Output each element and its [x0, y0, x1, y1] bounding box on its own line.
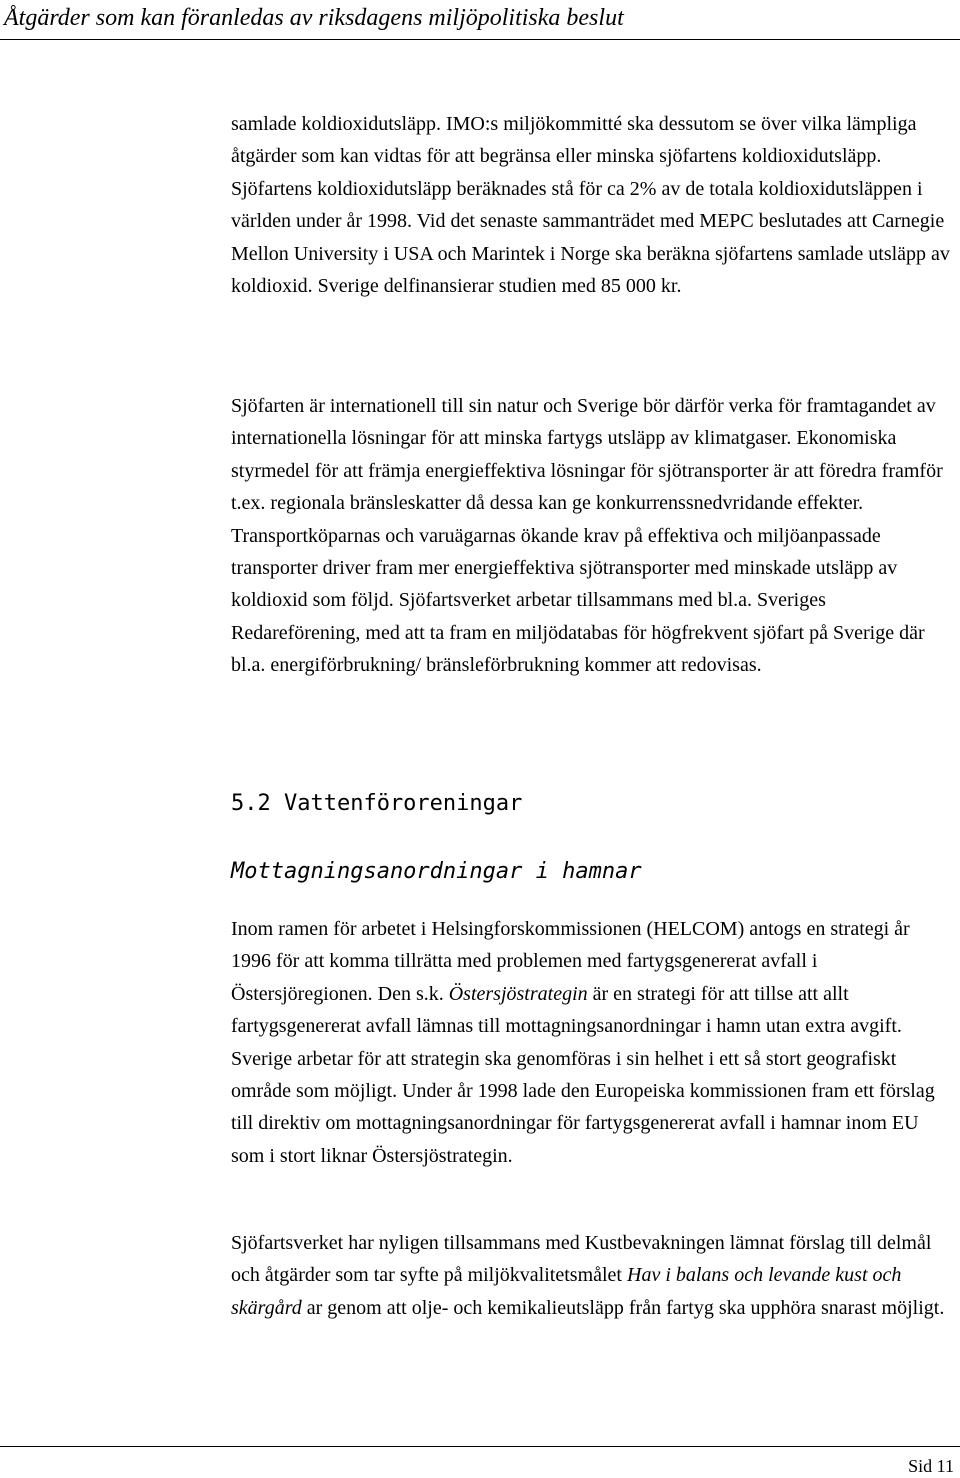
paragraph-text: Sjöfarten är internationell till sin natur och Sverige bör därför verka för framtagandet av internationella lösningar för att minska fartygs utsläpp av klimatgaser. Ekonomiska styrmedel för att främja energieffektiva lösningar för sjötransporter är att föredra framför t.ex. regionala bränsleskatter då dessa kan ge konkurrenssnedvridande effekter. Transportköparnas och varuägarnas ökande krav på effektiva och miljöanpassade transporter driver fram mer energieffektiva sjötransporter med minskade utsläpp av koldioxid som följd. Sjöfartsverket arbetar tillsammans med bl.a. Sveriges Redareförening, med att ta fram en miljödatabas för högfrekvent sjöfart på Sverige där bl.a. energiförbrukning/ bränsleförbrukning kommer att redovisas.	[231, 395, 943, 677]
section-heading: 5.2 Vattenföroreningar	[231, 791, 523, 816]
strategy-name-italic: Östersjöstrategin	[448, 982, 588, 1005]
paragraph-text-part: ar genom att olje- och kemikalieutsläpp från fartyg ska upphöra snarast möjligt.	[301, 1296, 945, 1319]
paragraph-text: samlade koldioxidutsläpp. IMO:s miljökommitté ska dessutom se över vilka lämpliga åtgärder som kan vidtas för att begränsa eller minska sjöfartens koldioxidutsläpp. Sjöfartens koldioxidutsläpp beräknades stå för ca 2% av de totala koldioxidutsläppen i världen under år 1998. Vid det senaste sammanträdet med MEPC beslutades att Carnegie Mellon University i USA och Marintek i Norge ska beräkna sjöfartens samlade utsläpp av koldioxid. Sverige delfinansierar studien med 85 000 kr.	[231, 113, 950, 298]
header-divider	[0, 39, 960, 40]
body-paragraph-2	[231, 390, 953, 682]
paragraph-text	[231, 913, 953, 1172]
paragraph-text	[231, 1227, 953, 1324]
body-paragraph-4	[231, 1227, 953, 1324]
page-number: Sid 11	[908, 1456, 954, 1476]
body-paragraph-1	[231, 108, 953, 302]
goal-name-italic: Hav i balans och levande kust och skärgård	[231, 1264, 902, 1319]
subsection-heading: Mottagningsanordningar i hamnar	[231, 859, 642, 884]
body-paragraph-3	[231, 913, 953, 1172]
paragraph-text-part: Inom ramen för arbetet i Helsingforskommissionen (HELCOM) antogs en strategi år 1996 för att komma tillrätta med problemen med fartygsgenererat avfall i Östersjöregionen. Den s.k.	[231, 918, 910, 1005]
paragraph-text-part: Sjöfartsverket har nyligen tillsammans med Kustbevakningen lämnat förslag till delmål och åtgärder som tar syfte på miljökvalitetsmålet	[231, 1232, 932, 1287]
paragraph-text-part: är en strategi för att tillse att allt fartygsgenererat avfall lämnas till mottagningsanordningar i hamn utan extra avgift. Sverige arbetar för att strategin ska genomföras i sin helhet i ett så stort geografiskt område som möjligt. Under år 1998 lade den Europeiska kommissionen fram ett förslag till direktiv om mottagningsanordningar för fartygsgenererat avfall i hamnar inom EU som i stort liknar Östersjöstrategin.	[231, 982, 935, 1167]
running-header-title: Åtgärder som kan föranledas av riksdagens miljöpolitiska beslut	[4, 5, 624, 31]
footer-divider	[0, 1446, 960, 1447]
